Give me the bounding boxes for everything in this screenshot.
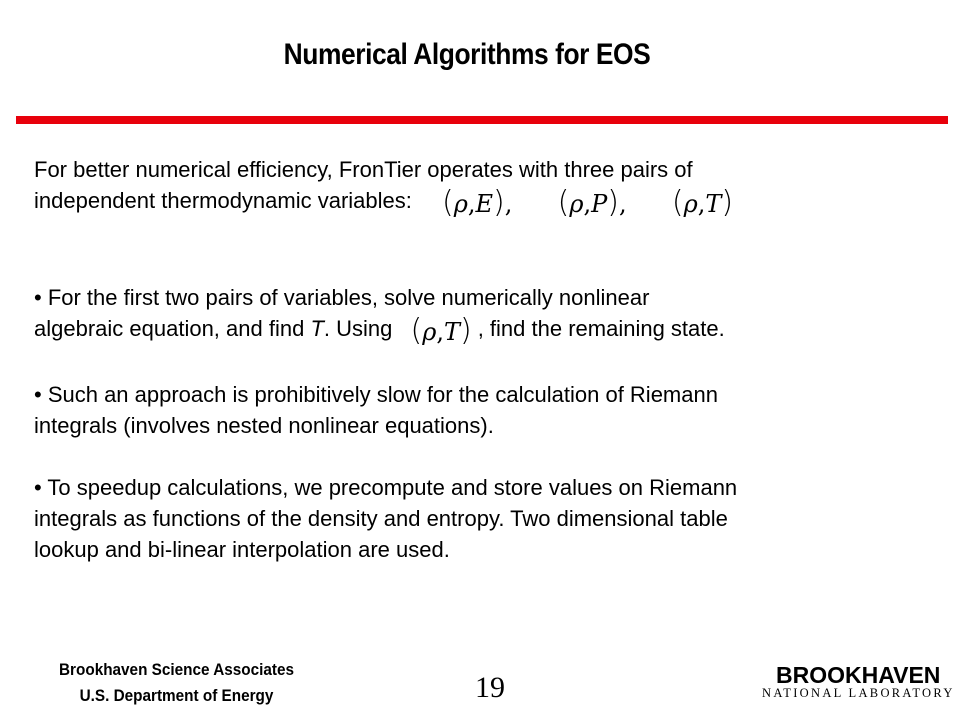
bullet-3-line-2: integrals as functions of the density and entropy. Two dimensional table [34, 506, 728, 531]
intro-line-2 [34, 185, 914, 220]
rho-T-formula: (ρ,T) [410, 313, 472, 348]
slide-body [34, 154, 914, 565]
bullet-1-line-1: • For the first two pairs of variables, solve numerically nonlinear [34, 285, 650, 310]
title-divider [16, 116, 948, 124]
footer-organization [46, 657, 307, 709]
bullet-2-line-2: integrals (involves nested nonlinear equations). [34, 413, 494, 438]
variable-pairs-formula: (ρ,E), (ρ,P), (ρ,T) [442, 185, 734, 220]
bullet-3-line-3: lookup and bi-linear interpolation are used. [34, 537, 450, 562]
logo-subtitle: NATIONAL LABORATORY [762, 686, 955, 700]
bullet-1-line-2: algebraic equation, and find T. Using (ρ,T) , find the remaining state. [34, 313, 725, 348]
footer-org-line-2: U.S. Department of Energy [79, 686, 274, 705]
footer-org-line-1: Brookhaven Science Associates [58, 660, 294, 679]
page-number: 19 [475, 671, 505, 704]
slide-title: Numerical Algorithms for EOS [283, 38, 651, 71]
variable-T: T [310, 316, 324, 341]
bullet-3-line-1: • To speedup calculations, we precompute and store values on Riemann [34, 475, 738, 500]
brookhaven-logo [762, 662, 955, 702]
bullet-2-line-1: • Such an approach is prohibitively slow for the calculation of Riemann [34, 382, 718, 407]
intro-line-2-text: independent thermodynamic variables: [34, 188, 412, 213]
intro-line-1: For better numerical efficiency, FronTier operates with three pairs of [34, 157, 693, 182]
logo-wordmark: BROOKHAVEN [776, 662, 941, 688]
